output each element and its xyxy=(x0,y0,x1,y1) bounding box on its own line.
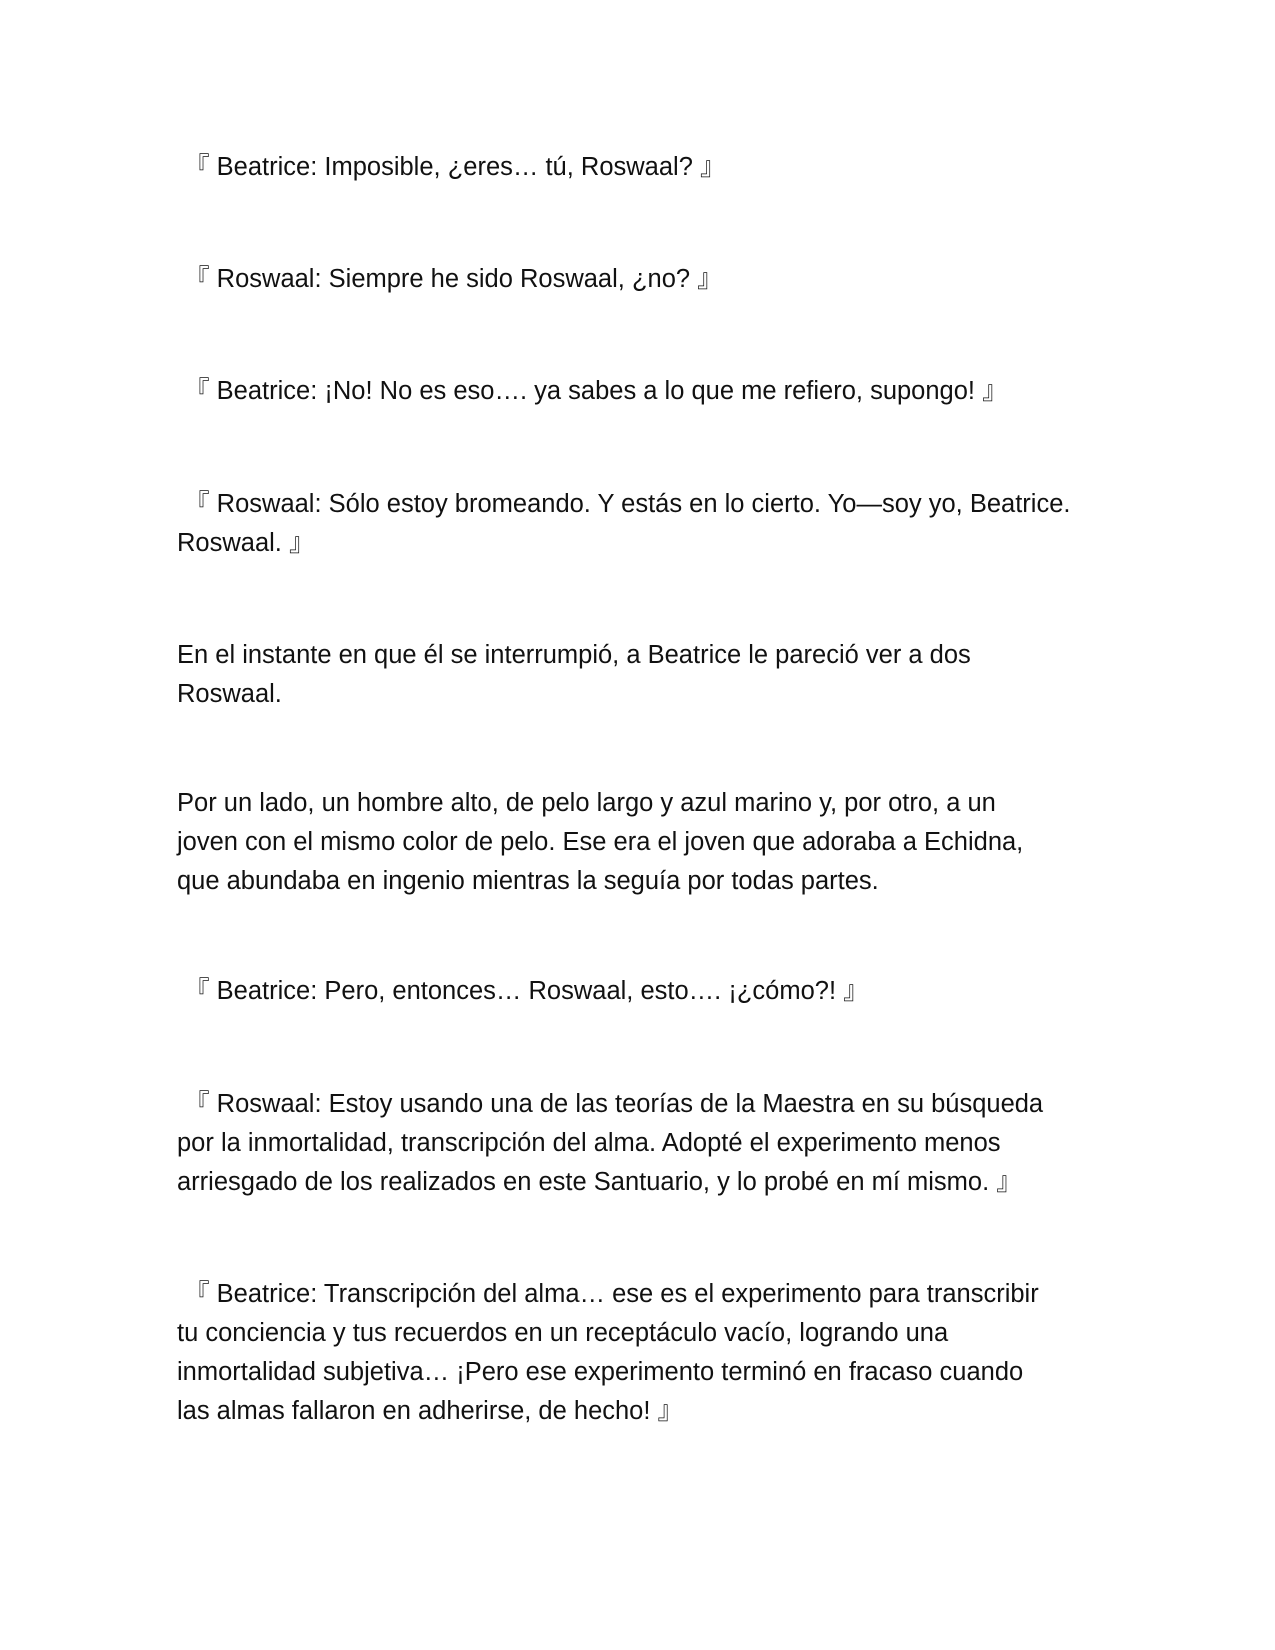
narration-1: En el instante en que él se interrumpió, a Beatrice le pareció ver a dos Roswaal. xyxy=(177,641,971,708)
dialogue-beatrice-2: 『 Beatrice: ¡No! No es eso…. ya sabes a lo que me refiero, supongo! 』 xyxy=(177,377,1008,405)
dialogue-beatrice-1: 『 Beatrice: Imposible, ¿eres… tú, Roswaal? 』 xyxy=(177,153,726,181)
narration-2: Por un lado, un hombre alto, de pelo largo y azul marino y, por otro, a un joven con el mismo color de pelo. Ese era el joven que adoraba a Echidna, que abundaba en ingenio mientras la seguía por todas partes. xyxy=(177,789,1024,895)
dialogue-roswaal-1: 『 Roswaal: Siempre he sido Roswaal, ¿no? 』 xyxy=(177,265,723,293)
dialogue-roswaal-3: 『 Roswaal: Estoy usando una de las teorías de la Maestra en su búsqueda por la inmortalidad, transcripción del alma. Adopté el experimento menos arriesgado de los realizados en este Santuario, y lo probé en mí mismo. 』 xyxy=(177,1090,1044,1196)
dialogue-beatrice-4: 『 Beatrice: Transcripción del alma… ese es el experimento para transcribir tu conciencia y tus recuerdos en un receptáculo vacío, logrando una inmortalidad subjetiva… ¡Pero ese experimento terminó en fracaso cuando las almas fallaron en adherirse, de hecho! 』 xyxy=(177,1280,1039,1425)
dialogue-beatrice-3: 『 Beatrice: Pero, entonces… Roswaal, esto…. ¡¿cómo?! 』 xyxy=(177,977,869,1005)
dialogue-roswaal-2: 『 Roswaal: Sólo estoy bromeando. Y estás en lo cierto. Yo—soy yo, Beatrice. Roswaal. 』 xyxy=(177,490,1071,557)
